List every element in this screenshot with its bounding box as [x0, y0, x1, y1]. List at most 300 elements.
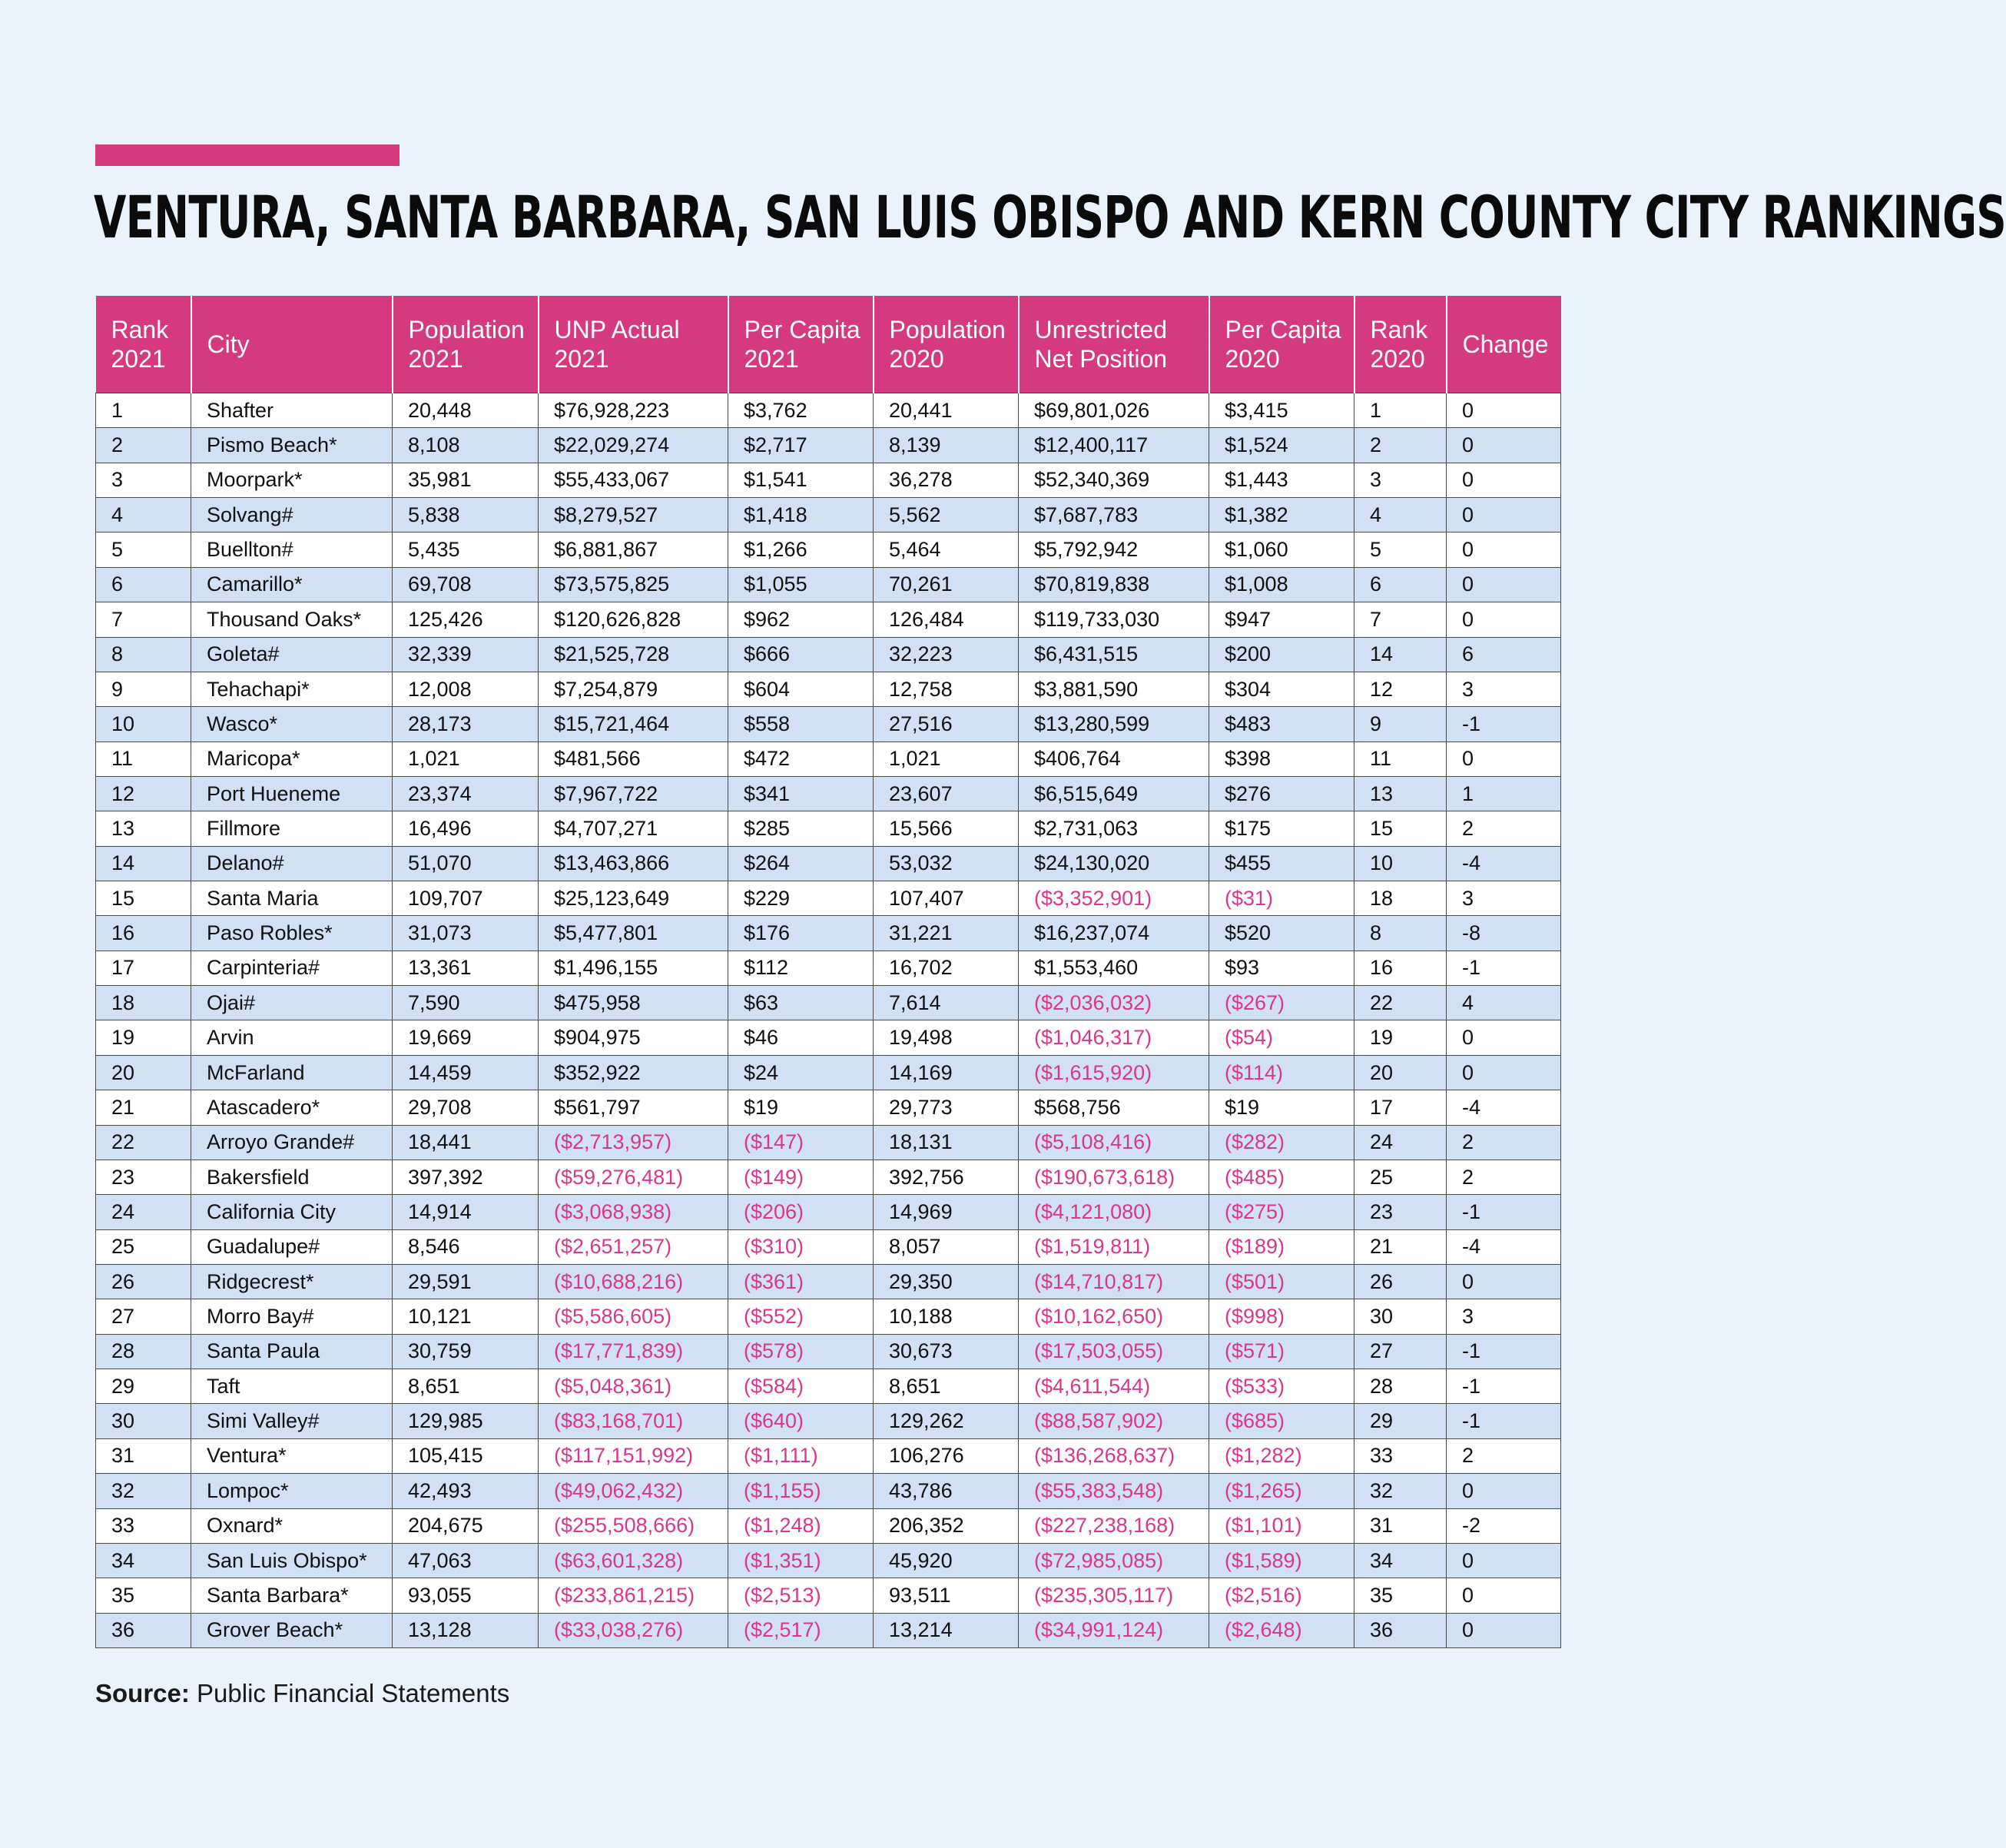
table-cell: -1	[1447, 1195, 1561, 1229]
table-cell: 29,708	[393, 1090, 539, 1125]
table-cell: $6,431,515	[1019, 637, 1209, 672]
table-cell: $70,819,838	[1019, 567, 1209, 602]
table-cell: -1	[1447, 707, 1561, 742]
table-cell: 17	[96, 951, 191, 985]
table-cell: 11	[1354, 742, 1447, 776]
table-cell: 5	[96, 533, 191, 567]
table-cell: ($1,265)	[1209, 1474, 1354, 1508]
table-cell: $1,382	[1209, 498, 1354, 533]
source-text: Public Financial Statements	[197, 1679, 510, 1707]
table-cell: 15	[96, 881, 191, 916]
table-row	[96, 846, 1561, 881]
table-cell: 5	[1354, 533, 1447, 567]
accent-bar	[95, 144, 400, 166]
table-row	[96, 428, 1561, 463]
table-cell: Moorpark*	[191, 463, 393, 497]
table-cell: 0	[1447, 1020, 1561, 1055]
table-cell: 7,614	[874, 986, 1019, 1020]
table-cell: McFarland	[191, 1055, 393, 1090]
table-cell: Bakersfield	[191, 1160, 393, 1194]
table-cell: -8	[1447, 916, 1561, 951]
table-row	[96, 1299, 1561, 1334]
table-row	[96, 1125, 1561, 1160]
column-header: Population 2020	[874, 296, 1019, 393]
table-row	[96, 1543, 1561, 1578]
table-cell: Thousand Oaks*	[191, 602, 393, 637]
table-cell: ($83,168,701)	[539, 1404, 728, 1438]
table-cell: Ojai#	[191, 986, 393, 1020]
table-cell: 0	[1447, 463, 1561, 497]
table-cell: 18,131	[874, 1125, 1019, 1160]
table-cell: 31	[96, 1438, 191, 1473]
table-cell: 7	[96, 602, 191, 637]
table-cell: ($63,601,328)	[539, 1543, 728, 1578]
table-cell: Maricopa*	[191, 742, 393, 776]
table-row	[96, 1195, 1561, 1229]
table-cell: $73,575,825	[539, 567, 728, 602]
table-cell: 8,651	[393, 1369, 539, 1404]
table-cell: 12	[1354, 672, 1447, 706]
table-cell: ($54)	[1209, 1020, 1354, 1055]
table-cell: 29,773	[874, 1090, 1019, 1125]
table-cell: Tehachapi*	[191, 672, 393, 706]
table-cell: 19	[96, 1020, 191, 1055]
table-cell: Guadalupe#	[191, 1229, 393, 1264]
table-cell: ($2,517)	[728, 1613, 874, 1647]
table-cell: ($2,516)	[1209, 1578, 1354, 1613]
table-cell: ($88,587,902)	[1019, 1404, 1209, 1438]
table-row	[96, 707, 1561, 742]
table-cell: ($1,589)	[1209, 1543, 1354, 1578]
table-cell: 3	[1447, 672, 1561, 706]
table-cell: $962	[728, 602, 874, 637]
table-cell: 1	[1354, 393, 1447, 428]
table-cell: 2	[96, 428, 191, 463]
table-cell: $24	[728, 1055, 874, 1090]
table-cell: ($2,713,957)	[539, 1125, 728, 1160]
table-cell: $1,443	[1209, 463, 1354, 497]
table-cell: Ridgecrest*	[191, 1264, 393, 1299]
table-cell: 1	[1447, 776, 1561, 811]
table-cell: 18	[1354, 881, 1447, 916]
table-cell: 4	[96, 498, 191, 533]
table-cell: $24,130,020	[1019, 846, 1209, 881]
table-cell: Santa Maria	[191, 881, 393, 916]
table-cell: 14,459	[393, 1055, 539, 1090]
table-row	[96, 567, 1561, 602]
table-cell: 22	[1354, 986, 1447, 1020]
table-cell: 10,188	[874, 1299, 1019, 1334]
table-cell: ($31)	[1209, 881, 1354, 916]
column-header: Change	[1447, 296, 1561, 393]
table-cell: 11	[96, 742, 191, 776]
table-cell: $13,463,866	[539, 846, 728, 881]
table-cell: $15,721,464	[539, 707, 728, 742]
table-cell: 0	[1447, 533, 1561, 567]
table-cell: 33	[1354, 1438, 1447, 1473]
table-cell: $1,418	[728, 498, 874, 533]
table-row	[96, 951, 1561, 985]
table-cell: -1	[1447, 1334, 1561, 1369]
table-cell: 0	[1447, 1474, 1561, 1508]
table-cell: ($584)	[728, 1369, 874, 1404]
table-cell: ($233,861,215)	[539, 1578, 728, 1613]
table-cell: Buellton#	[191, 533, 393, 567]
table-cell: ($1,351)	[728, 1543, 874, 1578]
table-cell: -4	[1447, 1090, 1561, 1125]
table-cell: $406,764	[1019, 742, 1209, 776]
column-header: City	[191, 296, 393, 393]
table-row	[96, 1369, 1561, 1404]
table-cell: $7,687,783	[1019, 498, 1209, 533]
table-cell: 2	[1447, 1160, 1561, 1194]
table-body	[96, 393, 1561, 1648]
table-cell: $55,433,067	[539, 463, 728, 497]
table-cell: 23	[96, 1160, 191, 1194]
table-row	[96, 776, 1561, 811]
table-cell: 32	[1354, 1474, 1447, 1508]
table-cell: 25	[1354, 1160, 1447, 1194]
table-cell: 28,173	[393, 707, 539, 742]
table-cell: 1,021	[874, 742, 1019, 776]
table-row	[96, 1264, 1561, 1299]
table-cell: 32,339	[393, 637, 539, 672]
table-cell: 5,464	[874, 533, 1019, 567]
table-cell: ($1,248)	[728, 1508, 874, 1543]
table-cell: 106,276	[874, 1438, 1019, 1473]
table-cell: 12	[96, 776, 191, 811]
table-cell: $604	[728, 672, 874, 706]
table-row	[96, 881, 1561, 916]
table-cell: 32	[96, 1474, 191, 1508]
table-cell: ($227,238,168)	[1019, 1508, 1209, 1543]
table-cell: San Luis Obispo*	[191, 1543, 393, 1578]
table-cell: 36	[96, 1613, 191, 1647]
table-cell: 28	[1354, 1369, 1447, 1404]
table-cell: 43,786	[874, 1474, 1019, 1508]
table-cell: 23	[1354, 1195, 1447, 1229]
table-cell: $76,928,223	[539, 393, 728, 428]
table-cell: 9	[96, 672, 191, 706]
table-cell: -1	[1447, 1369, 1561, 1404]
table-cell: $229	[728, 881, 874, 916]
table-cell: 10	[1354, 846, 1447, 881]
table-cell: 31,073	[393, 916, 539, 951]
table-cell: 2	[1447, 811, 1561, 846]
table-cell: 33	[96, 1508, 191, 1543]
table-cell: $2,731,063	[1019, 811, 1209, 846]
table-cell: Wasco*	[191, 707, 393, 742]
table-cell: ($2,648)	[1209, 1613, 1354, 1647]
table-cell: 42,493	[393, 1474, 539, 1508]
table-cell: 14,169	[874, 1055, 1019, 1090]
table-cell: 24	[96, 1195, 191, 1229]
table-cell: ($149)	[728, 1160, 874, 1194]
table-cell: ($255,508,666)	[539, 1508, 728, 1543]
table-cell: 8	[96, 637, 191, 672]
table-cell: 2	[1354, 428, 1447, 463]
table-cell: ($5,586,605)	[539, 1299, 728, 1334]
table-cell: $481,566	[539, 742, 728, 776]
table-cell: $455	[1209, 846, 1354, 881]
table-cell: 17	[1354, 1090, 1447, 1125]
table-cell: 15	[1354, 811, 1447, 846]
table-cell: 21	[96, 1090, 191, 1125]
table-cell: 0	[1447, 742, 1561, 776]
table-cell: 0	[1447, 1264, 1561, 1299]
table-cell: Simi Valley#	[191, 1404, 393, 1438]
table-cell: $1,553,460	[1019, 951, 1209, 985]
table-cell: 25	[96, 1229, 191, 1264]
table-cell: ($2,651,257)	[539, 1229, 728, 1264]
table-cell: $7,254,879	[539, 672, 728, 706]
table-row	[96, 1334, 1561, 1369]
table-row	[96, 811, 1561, 846]
table-row	[96, 1404, 1561, 1438]
table-cell: ($685)	[1209, 1404, 1354, 1438]
table-row	[96, 602, 1561, 637]
table-cell: 31	[1354, 1508, 1447, 1543]
table-cell: 5,435	[393, 533, 539, 567]
table-row	[96, 498, 1561, 533]
table-cell: 125,426	[393, 602, 539, 637]
table-cell: 8,108	[393, 428, 539, 463]
table-row	[96, 916, 1561, 951]
table-cell: 19	[1354, 1020, 1447, 1055]
table-cell: 35	[96, 1578, 191, 1613]
table-cell: ($310)	[728, 1229, 874, 1264]
table-cell: 20,441	[874, 393, 1019, 428]
table-cell: 0	[1447, 428, 1561, 463]
table-cell: 2	[1447, 1438, 1561, 1473]
table-cell: 105,415	[393, 1438, 539, 1473]
table-cell: Fillmore	[191, 811, 393, 846]
table-cell: 29	[96, 1369, 191, 1404]
table-cell: 6	[1354, 567, 1447, 602]
table-cell: $52,340,369	[1019, 463, 1209, 497]
table-cell: -1	[1447, 951, 1561, 985]
table-cell: Solvang#	[191, 498, 393, 533]
table-cell: 10	[96, 707, 191, 742]
table-cell: 18	[96, 986, 191, 1020]
table-cell: -4	[1447, 846, 1561, 881]
table-cell: 47,063	[393, 1543, 539, 1578]
table-cell: 35,981	[393, 463, 539, 497]
table-cell: 8	[1354, 916, 1447, 951]
table-cell: 1	[96, 393, 191, 428]
table-cell: $341	[728, 776, 874, 811]
table-cell: ($1,615,920)	[1019, 1055, 1209, 1090]
table-cell: 45,920	[874, 1543, 1019, 1578]
table-cell: Shafter	[191, 393, 393, 428]
table-row	[96, 1160, 1561, 1194]
table-cell: $1,060	[1209, 533, 1354, 567]
table-cell: 23,607	[874, 776, 1019, 811]
column-header: Per Capita 2021	[728, 296, 874, 393]
table-cell: ($117,151,992)	[539, 1438, 728, 1473]
table-row	[96, 1474, 1561, 1508]
table-cell: 19,498	[874, 1020, 1019, 1055]
table-cell: 13,128	[393, 1613, 539, 1647]
table-cell: $12,400,117	[1019, 428, 1209, 463]
table-cell: 16,702	[874, 951, 1019, 985]
table-cell: 13,361	[393, 951, 539, 985]
table-cell: Santa Paula	[191, 1334, 393, 1369]
source-label: Source:	[95, 1679, 190, 1707]
table-cell: 13	[1354, 776, 1447, 811]
table-cell: 2	[1447, 1125, 1561, 1160]
table-cell: 12,758	[874, 672, 1019, 706]
table-cell: $520	[1209, 916, 1354, 951]
table-cell: ($5,048,361)	[539, 1369, 728, 1404]
table-cell: 20	[96, 1055, 191, 1090]
table-cell: 19,669	[393, 1020, 539, 1055]
table-cell: 29,591	[393, 1264, 539, 1299]
table-cell: Paso Robles*	[191, 916, 393, 951]
table-cell: $19	[1209, 1090, 1354, 1125]
table-cell: 15,566	[874, 811, 1019, 846]
table-row	[96, 1508, 1561, 1543]
table-cell: 26	[96, 1264, 191, 1299]
table-cell: 18,441	[393, 1125, 539, 1160]
table-cell: 8,651	[874, 1369, 1019, 1404]
table-cell: ($17,503,055)	[1019, 1334, 1209, 1369]
table-cell: 51,070	[393, 846, 539, 881]
table-cell: $3,881,590	[1019, 672, 1209, 706]
table-row	[96, 1020, 1561, 1055]
table-cell: California City	[191, 1195, 393, 1229]
table-cell: 32,223	[874, 637, 1019, 672]
table-cell: 5,562	[874, 498, 1019, 533]
table-cell: $5,792,942	[1019, 533, 1209, 567]
table-cell: 23,374	[393, 776, 539, 811]
table-cell: 4	[1354, 498, 1447, 533]
table-cell: ($59,276,481)	[539, 1160, 728, 1194]
table-cell: ($501)	[1209, 1264, 1354, 1299]
table-cell: -1	[1447, 1404, 1561, 1438]
table-cell: 0	[1447, 1613, 1561, 1647]
table-row	[96, 1090, 1561, 1125]
table-cell: ($10,162,650)	[1019, 1299, 1209, 1334]
table-cell: ($1,155)	[728, 1474, 874, 1508]
table-cell: $93	[1209, 951, 1354, 985]
table-row	[96, 672, 1561, 706]
table-cell: ($14,710,817)	[1019, 1264, 1209, 1299]
table-cell: 0	[1447, 1055, 1561, 1090]
table-cell: $46	[728, 1020, 874, 1055]
table-cell: $561,797	[539, 1090, 728, 1125]
table-cell: ($2,036,032)	[1019, 986, 1209, 1020]
rankings-table	[95, 296, 1560, 1648]
table-cell: $1,266	[728, 533, 874, 567]
table-cell: 204,675	[393, 1508, 539, 1543]
table-cell: 69,708	[393, 567, 539, 602]
table-cell: ($17,771,839)	[539, 1334, 728, 1369]
table-cell: $16,237,074	[1019, 916, 1209, 951]
table-cell: $112	[728, 951, 874, 985]
table-cell: 6	[1447, 637, 1561, 672]
table-cell: ($640)	[728, 1404, 874, 1438]
table-cell: $19	[728, 1090, 874, 1125]
table-cell: ($533)	[1209, 1369, 1354, 1404]
table-cell: ($275)	[1209, 1195, 1354, 1229]
table-cell: $8,279,527	[539, 498, 728, 533]
table-cell: 0	[1447, 393, 1561, 428]
table-header-row	[96, 296, 1561, 393]
table-cell: 0	[1447, 1543, 1561, 1578]
table-cell: 5,838	[393, 498, 539, 533]
table-cell: $568,756	[1019, 1090, 1209, 1125]
table-cell: $1,496,155	[539, 951, 728, 985]
table-cell: 3	[1447, 881, 1561, 916]
table-cell: ($114)	[1209, 1055, 1354, 1090]
table-cell: $475,958	[539, 986, 728, 1020]
table-cell: 0	[1447, 498, 1561, 533]
table-cell: ($267)	[1209, 986, 1354, 1020]
table-cell: 12,008	[393, 672, 539, 706]
table-cell: ($485)	[1209, 1160, 1354, 1194]
table-cell: ($33,038,276)	[539, 1613, 728, 1647]
table-cell: 0	[1447, 1578, 1561, 1613]
table-cell: 3	[1354, 463, 1447, 497]
table-cell: 30,673	[874, 1334, 1019, 1369]
table-cell: 126,484	[874, 602, 1019, 637]
column-header: Rank 2020	[1354, 296, 1447, 393]
table-cell: ($4,611,544)	[1019, 1369, 1209, 1404]
table-cell: $2,717	[728, 428, 874, 463]
table-cell: 24	[1354, 1125, 1447, 1160]
table-cell: ($3,352,901)	[1019, 881, 1209, 916]
table-cell: $904,975	[539, 1020, 728, 1055]
table-cell: ($147)	[728, 1125, 874, 1160]
table-cell: 6	[96, 567, 191, 602]
table-cell: 93,055	[393, 1578, 539, 1613]
table-cell: 16	[96, 916, 191, 951]
table-cell: 16	[1354, 951, 1447, 985]
table-cell: ($136,268,637)	[1019, 1438, 1209, 1473]
table-cell: $25,123,649	[539, 881, 728, 916]
table-row	[96, 1055, 1561, 1090]
table-cell: 10,121	[393, 1299, 539, 1334]
table-cell: $4,707,271	[539, 811, 728, 846]
table-cell: ($5,108,416)	[1019, 1125, 1209, 1160]
table-cell: ($571)	[1209, 1334, 1354, 1369]
table-cell: $483	[1209, 707, 1354, 742]
page-title: VENTURA, SANTA BARBARA, SAN LUIS OBISPO AND KERN COUNTY CITY RANKINGS	[94, 183, 2006, 251]
table-cell: ($206)	[728, 1195, 874, 1229]
table-cell: Morro Bay#	[191, 1299, 393, 1334]
table-cell: 22	[96, 1125, 191, 1160]
table-row	[96, 1613, 1561, 1647]
table-cell: ($552)	[728, 1299, 874, 1334]
table-cell: 3	[96, 463, 191, 497]
table-cell: 35	[1354, 1578, 1447, 1613]
table-cell: $666	[728, 637, 874, 672]
table-cell: ($1,111)	[728, 1438, 874, 1473]
table-cell: 27	[96, 1299, 191, 1334]
table-row	[96, 637, 1561, 672]
table-cell: 27	[1354, 1334, 1447, 1369]
table-cell: Oxnard*	[191, 1508, 393, 1543]
table-cell: ($72,985,085)	[1019, 1543, 1209, 1578]
table-cell: Carpinteria#	[191, 951, 393, 985]
table-cell: 34	[96, 1543, 191, 1578]
table-cell: 397,392	[393, 1160, 539, 1194]
table-cell: 3	[1447, 1299, 1561, 1334]
table-cell: $6,881,867	[539, 533, 728, 567]
table-cell: $947	[1209, 602, 1354, 637]
table-cell: 8,057	[874, 1229, 1019, 1264]
